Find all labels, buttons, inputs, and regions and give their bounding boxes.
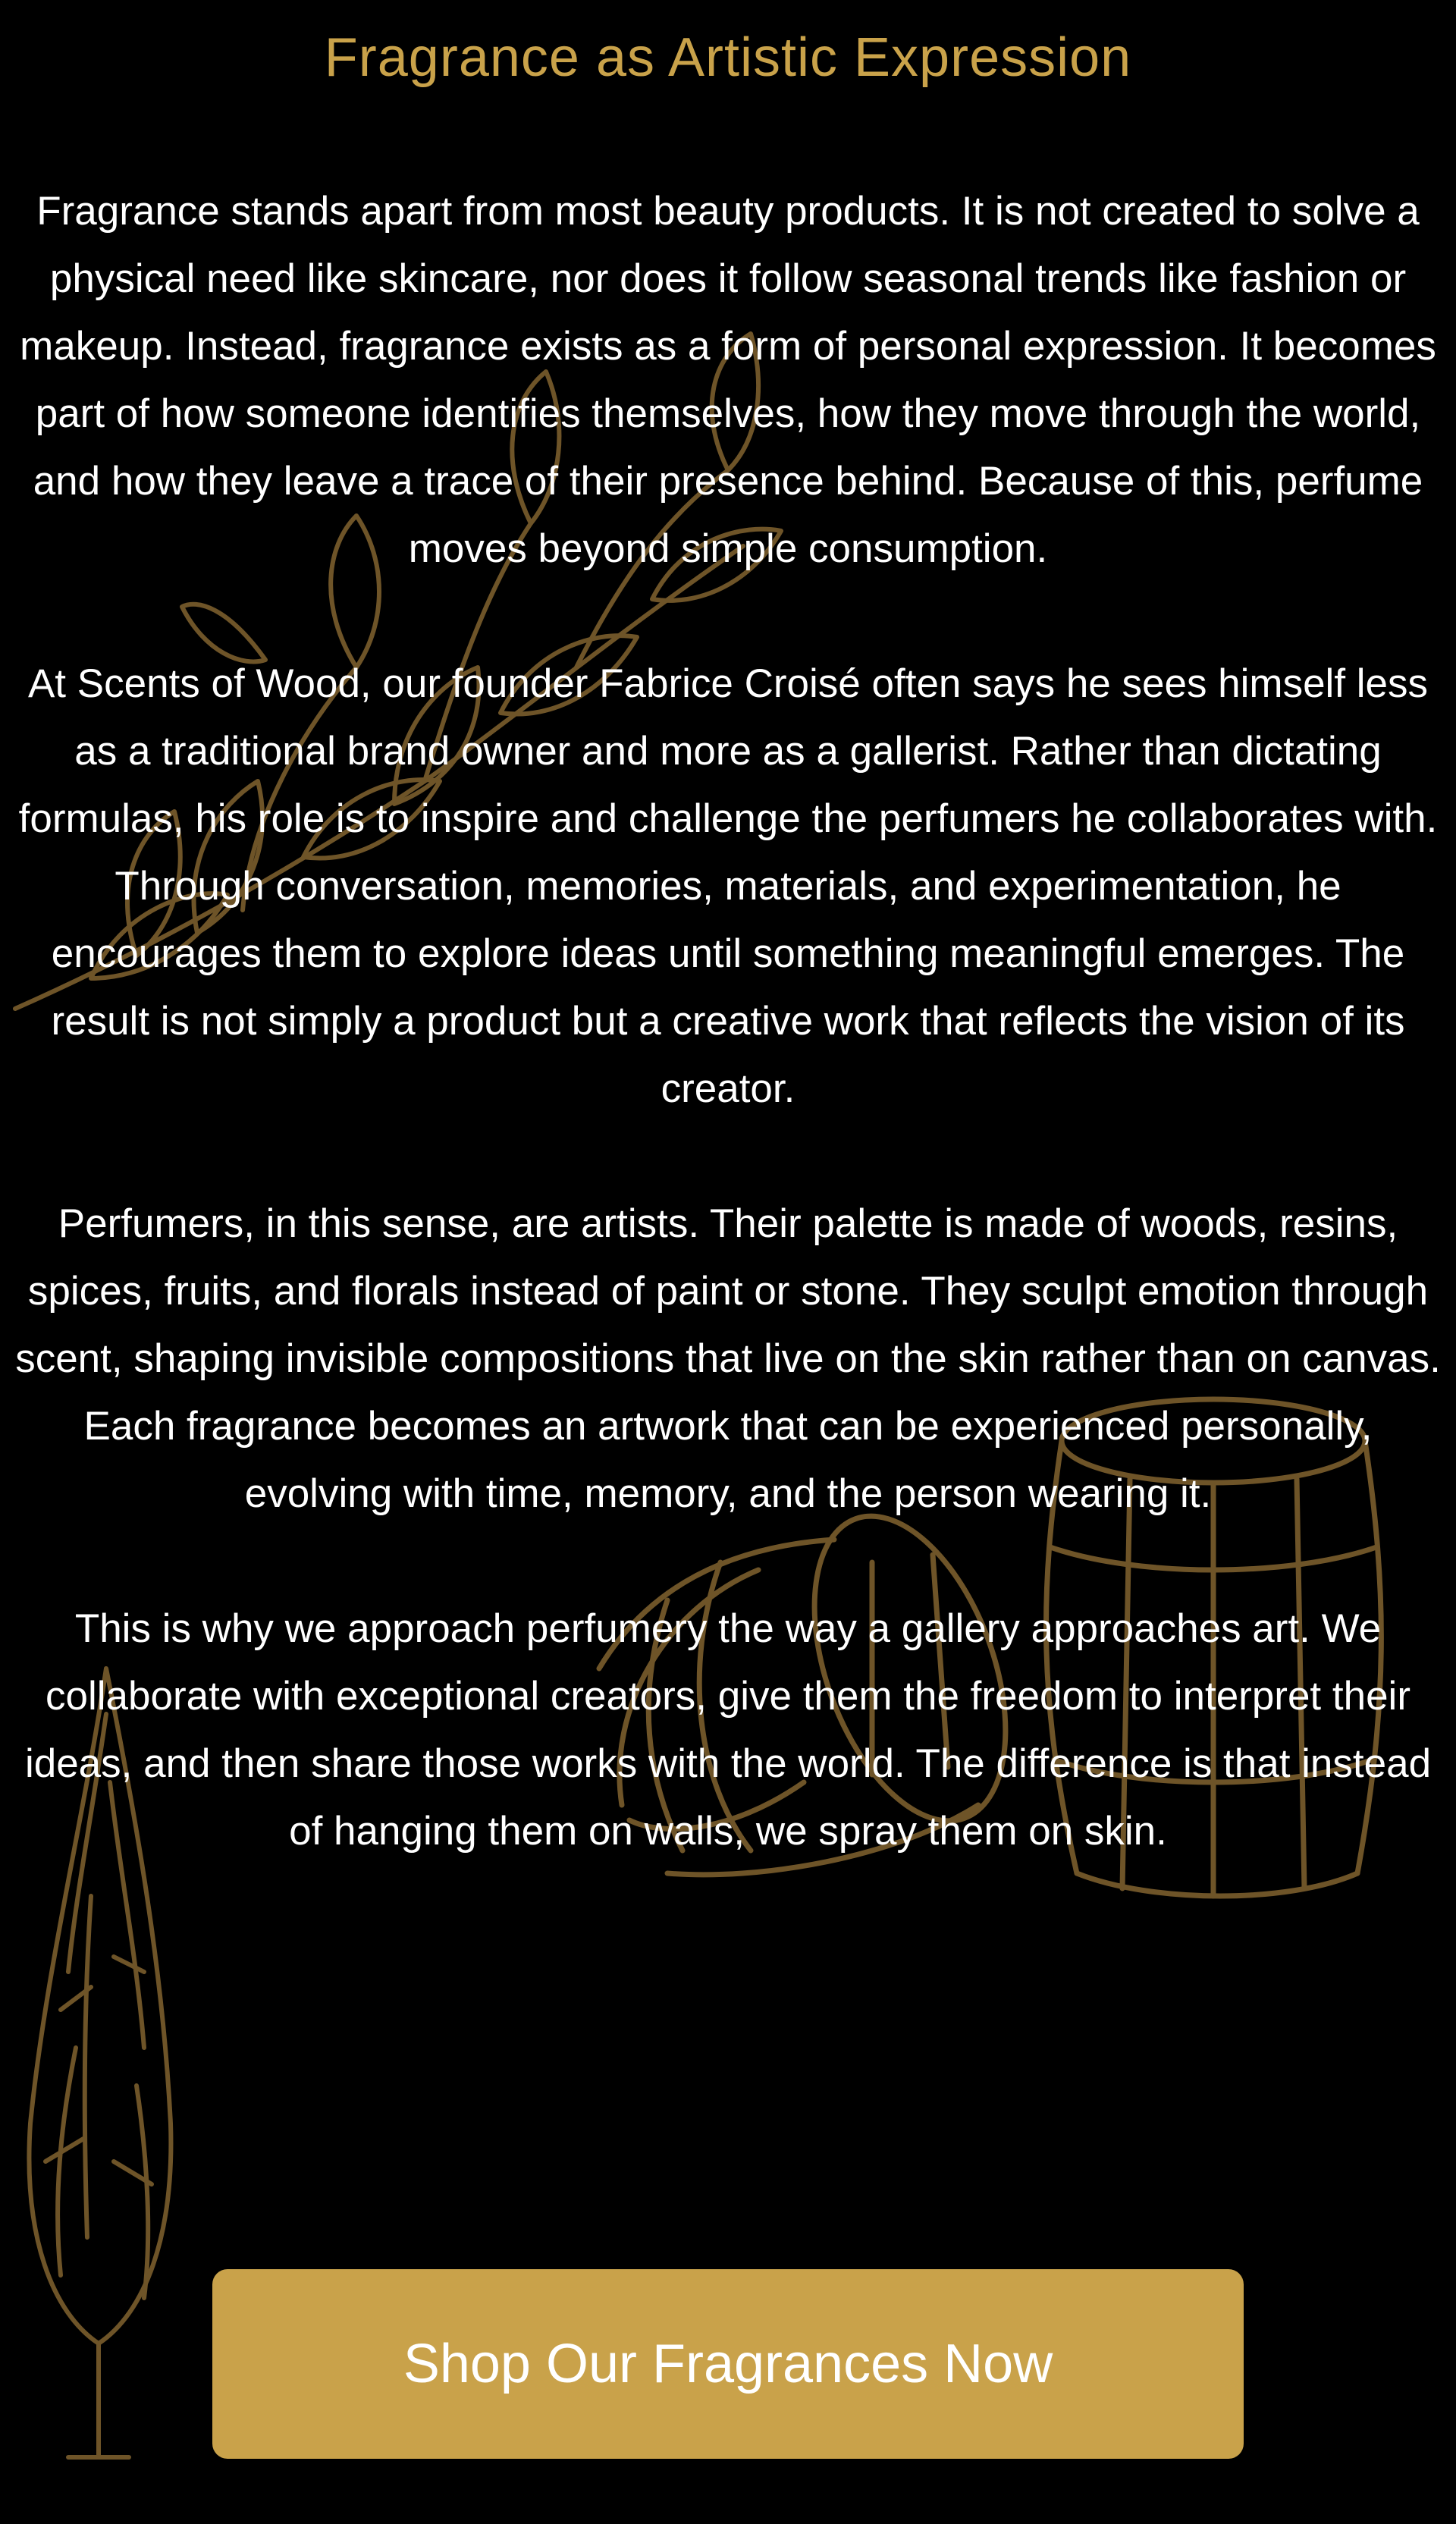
paragraph-perfumers: Perfumers, in this sense, are artists. Their palette is made of woods, resins, spices, fruits, and florals instead of paint or stone. They sculpt emotion through scent, shaping invisible compositions that live on the skin rather than on canvas. Each fragrance becomes an artwork that can be experienced personally, evolving with time, memory, and the person wearing it. (15, 1201, 1441, 1516)
shop-fragrances-button[interactable]: Shop Our Fragrances Now (212, 2269, 1244, 2459)
section-body (15, 177, 1441, 1865)
section-title: Fragrance as Artistic Expression (324, 27, 1132, 88)
paragraph-intro: Fragrance stands apart from most beauty products. It is not created to solve a physical need like skincare, nor does it follow seasonal trends like fashion or makeup. Instead, fragrance exists as a form of personal expression. It becomes part of how someone identifies themselves, how they move through the world, and how they leave a trace of their presence behind. Because of this, perfume moves beyond simple consumption. (20, 189, 1436, 571)
paragraph-gallery: This is why we approach perfumery the way a gallery approaches art. We collaborate with exceptional creators, give them the freedom to interpret their ideas, and then share those works with the world. The difference is that instead of hanging them on walls, we spray them on skin. (24, 1606, 1432, 1854)
paragraph-founder: At Scents of Wood, our founder Fabrice Croisé often says he sees himself less as a traditional brand owner and more as a gallerist. Rather than dictating formulas, his role is to inspire and challenge the perfumers he collaborates with. Through conversation, memories, materials, and experimentation, he encourages them to explore ideas until something meaningful emerges. The result is not simply a product but a creative work that reflects the vision of its creator. (18, 661, 1438, 1111)
